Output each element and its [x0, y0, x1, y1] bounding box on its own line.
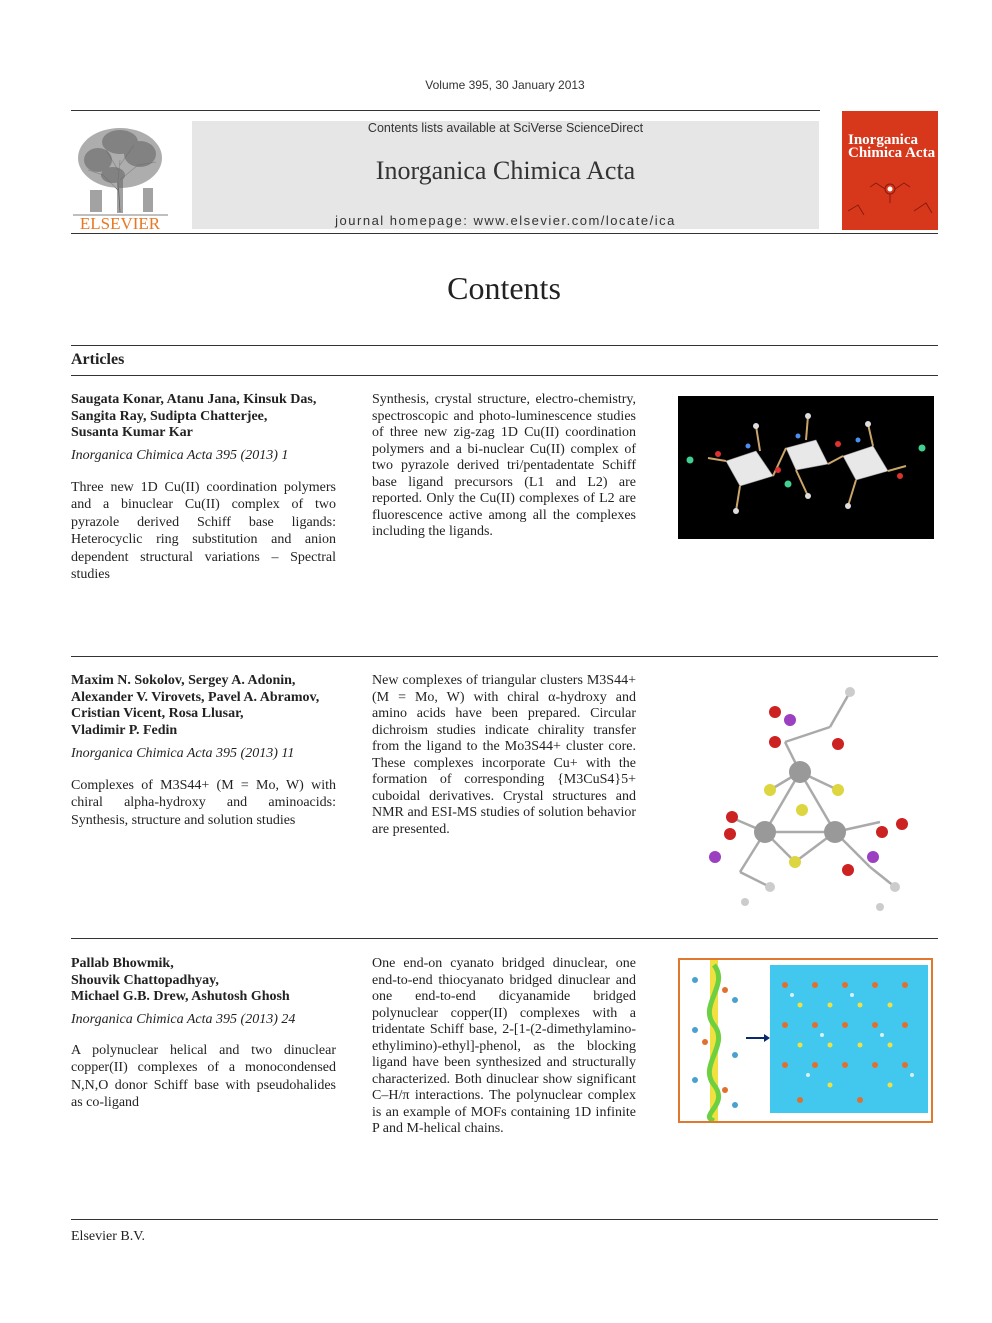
article-2-authors[interactable]: Maxim N. Sokolov, Sergey A. Adonin, Alexander V. Virovets, Pavel A. Abramov, Cristian Vicent, Rosa Llusar, Vladimir P. Fedin — [71, 673, 320, 738]
article-3-citation[interactable]: Inorganica Chimica Acta 395 (2013) 24 — [71, 1012, 296, 1027]
svg-text:Inorganica: Inorganica — [848, 132, 919, 148]
volume-info: Volume 395, 30 January 2013 — [425, 78, 585, 92]
article-2-citation[interactable]: Inorganica Chimica Acta 395 (2013) 11 — [71, 746, 295, 761]
journal-title: Inorganica Chimica Acta — [375, 156, 636, 185]
article-3-graphical-abstract — [678, 958, 933, 1123]
article-1-graphical-abstract — [678, 396, 934, 539]
article-separator-1 — [71, 656, 938, 657]
article-2-title[interactable]: Complexes of M3S44+ (M = Mo, W) with chiral alpha-hydroxy and aminoacids: Synthesis, structure and solution studies — [71, 778, 336, 828]
article-2-graphical-abstract — [690, 672, 920, 912]
article-1-citation[interactable]: Inorganica Chimica Acta 395 (2013) 1 — [71, 448, 289, 463]
section-top-rule — [71, 345, 938, 346]
journal-homepage[interactable]: journal homepage: www.elsevier.com/locate/ica — [335, 213, 676, 228]
section-title: Articles — [71, 351, 125, 368]
article-3-title[interactable]: A polynuclear helical and two dinuclear copper(II) complexes of a monocondensed N,N,O donor Schiff base with pseudohalides as co-ligand — [71, 1043, 336, 1111]
header-bottom-rule — [71, 233, 938, 234]
page-title: Contents — [447, 270, 561, 306]
article-1-title[interactable]: Three new 1D Cu(II) coordination polymers and a binuclear Cu(II) complex of two pyrazole derived Schiff base ligands: Heterocyclic ring substitution and anion dependent structural variations – Spectral studies — [71, 480, 336, 583]
footer-publisher: Elsevier B.V. — [71, 1229, 146, 1244]
article-1-abstract: Synthesis, crystal structure, electro-chemistry, spectroscopic and photo-luminescence studies of three new zig-zag 1D Cu(II) coordination polymers and a bi-nuclear Cu(II) complex of two pyrazole derived tri/pentadentate Schiff base ligand precursors (L1 and L2) are reported. Only the Cu(II) complexes of L2 are fluorescence active among all the complexes including the ligands. — [372, 392, 636, 539]
article-3-authors[interactable]: Pallab Bhowmik, Shouvik Chattopadhyay, Michael G.B. Drew, Ashutosh Ghosh — [71, 956, 290, 1005]
svg-text:Chimica Acta: Chimica Acta — [848, 145, 936, 161]
journal-cover — [842, 111, 938, 230]
contents-available-note: Contents lists available at SciVerse ScienceDirect — [367, 121, 644, 135]
svg-text:ELSEVIER: ELSEVIER — [79, 214, 161, 232]
footer-rule — [71, 1219, 938, 1220]
article-separator-2 — [71, 938, 938, 939]
article-2-abstract: New complexes of triangular clusters M3S44+ (M = Mo, W) with chiral α-hydroxy and amino acids have been prepared. Circular dichroism studies indicate chirality transfer from the ligand to the Mo3S44+ cluster core. These complexes incorporate Cu+ with the formation of corresponding {M3CuS4}5+ cuboidal derivatives. Crystal structures and NMR and ESI-MS studies of solution behavior are presented. — [372, 673, 636, 837]
article-1-authors[interactable]: Saugata Konar, Atanu Jana, Kinsuk Das, Sangita Ray, Sudipta Chatterjee, Susanta Kumar Kar — [71, 392, 317, 441]
elsevier-logo — [68, 120, 172, 232]
article-3-abstract: One end-on cyanato bridged dinuclear, one end-to-end thiocyanato bridged dinuclear and one end-to-end dicyanamide bridged polynuclear copper(II) complexes with a tridentate Schiff base, 2-[1-(2-dimethylamino-ethylimino)-ethyl]-phenol, as the blocking ligand have been synthesized and structurally characterized. Both dinuclear show significant C–H/π interactions. The polynuclear complex is an example of MOFs containing 1D infinite P and M-helical chains. — [372, 956, 636, 1136]
header-top-rule — [71, 110, 820, 111]
section-bottom-rule — [71, 375, 938, 376]
